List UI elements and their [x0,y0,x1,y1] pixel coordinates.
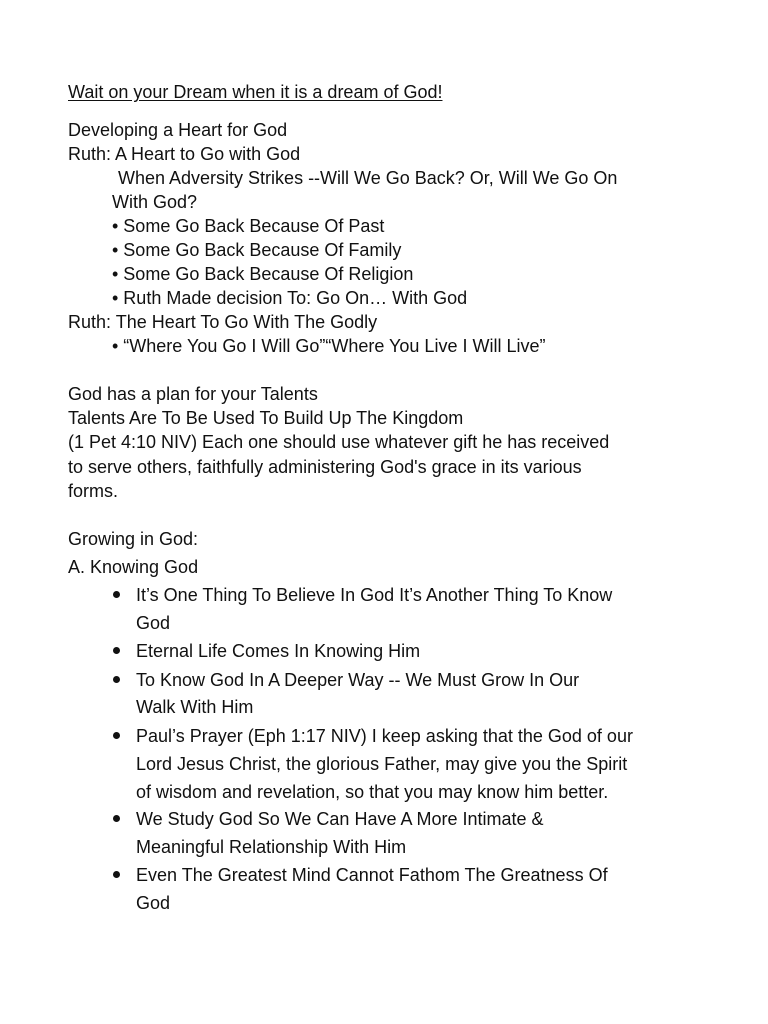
list-item-cont: Meaningful Relationship With Him [136,837,407,857]
list-item: • Some Go Back Because Of Family [112,240,402,260]
list-item-quote: • “Where You Go I Will Go”“Where You Live I Will Live” [112,336,546,356]
bullet-dot [113,871,120,878]
list-item-cont: Walk With Him [136,697,254,717]
adversity-text-cont: With God? [112,192,198,212]
list-item: Even The Greatest Mind Cannot Fathom The Greatness Of [136,865,608,885]
document-title: Wait on your Dream when it is a dream of God! [68,82,443,102]
bullet-dot [113,647,120,654]
list-item-cont: of wisdom and revelation, so that you may know him better. [136,782,609,802]
bullet-dot [113,815,120,822]
verse-line: to serve others, faithfully administering God's grace in its various [68,457,582,477]
section-heading-heart: Developing a Heart for God [68,120,288,140]
list-item: • Some Go Back Because Of Religion [112,264,414,284]
section-heading-growing: Growing in God: [68,529,199,549]
bullet-dot [113,676,120,683]
bullet-dot [113,732,120,739]
subheading-ruth-go: Ruth: A Heart to Go with God [68,144,301,164]
adversity-text: When Adversity Strikes --Will We Go Back? Or, Will We Go On [118,168,618,188]
subheading-talents: Talents Are To Be Used To Build Up The Kingdom [68,408,464,428]
list-item: To Know God In A Deeper Way -- We Must Grow In Our [136,670,580,690]
list-item: • Some Go Back Because Of Past [112,216,385,236]
verse-line: (1 Pet 4:10 NIV) Each one should use whatever gift he has received [68,432,610,452]
list-item: Eternal Life Comes In Knowing Him [136,641,421,661]
verse-line: forms. [68,481,119,501]
list-item: We Study God So We Can Have A More Intimate & [136,809,544,829]
list-item: • Ruth Made decision To: Go On… With God [112,288,468,308]
list-item-cont: God [136,613,171,633]
subheading-ruth-godly: Ruth: The Heart To Go With The Godly [68,312,378,332]
list-item-cont: God [136,893,171,913]
list-item: Paul’s Prayer (Eph 1:17 NIV) I keep asking that the God of our [136,726,633,746]
section-heading-talents: God has a plan for your Talents [68,384,318,404]
subheading-knowing-god: A. Knowing God [68,557,199,577]
list-item: It’s One Thing To Believe In God It’s Another Thing To Know [136,585,613,605]
list-item-cont: Lord Jesus Christ, the glorious Father, may give you the Spirit [136,754,628,774]
bullet-dot [113,591,120,598]
